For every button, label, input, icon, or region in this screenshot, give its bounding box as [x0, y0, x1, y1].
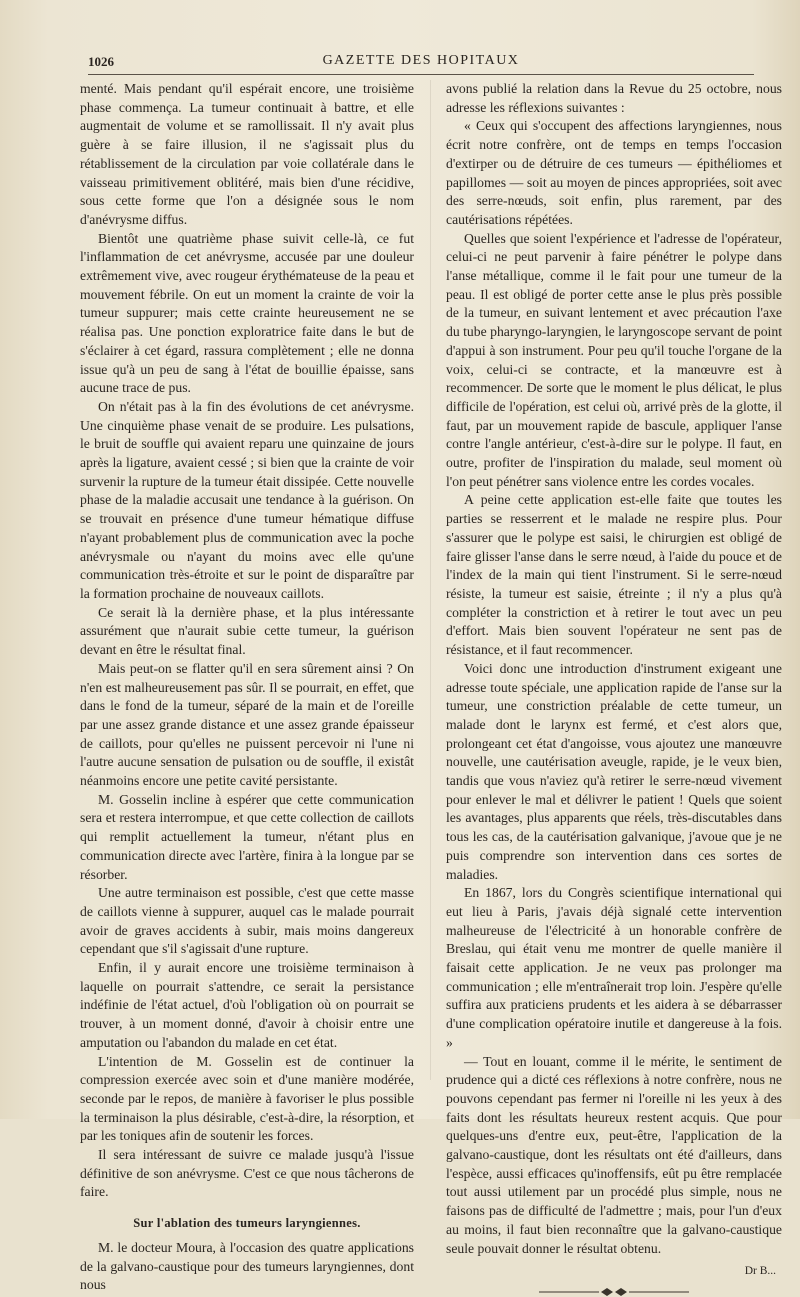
page-header — [88, 52, 754, 75]
paragraph: Enfin, il y aurait encore une troisième terminaison à laquelle on pourrait s'attendre, ce serait la persistance indéfinie de l'état actuel, d'où l'obligation où on pourrait se trouver, à un moment donné, d'avoir à choisir entre une amputation ou l'abandon du malade en cet état. — [80, 960, 414, 1050]
column-divider — [430, 80, 431, 1080]
paragraph: Une autre terminaison est possible, c'est que cette masse de caillots vienne à suppurer, auquel cas le malade pourrait avoir de graves accidents à subir, mais moins dangereux cependant que s'il s'agissait d'une rupture. — [80, 885, 414, 957]
paragraph: Quelles que soient l'expérience et l'adresse de l'opérateur, celui-ci ne peut parvenir à faire pénétrer le polype dans l'anse métallique, comme il le fait pour une tumeur de la peau. Il est obligé de porter cette anse le plus près possible de la tumeur, en suivant lentement et avec précaution l'axe du tube pharyngo-laryngien, le laryngoscope servant de point d'appui à son instrument. Pour peu qu'il touche l'organe de la voix, celui-ci se contracte, et la manœuvre est à recommencer. De sorte que le moment le plus délicat, le plus difficile de l'opération, est celui où, arrivé près de la glotte, il faut, par un mouvement rapide de bascule, appliquer l'anse contre l'angle antérieur, c'est-à-dire sur le polype. Il faut, en outre, profiter de l'inspiration du malade, seul moment où l'on peut pénétrer sans violence entre les cordes vocales. — [446, 230, 783, 489]
section-title: Sur l'ablation des tumeurs laryngiennes. — [133, 1216, 361, 1231]
paragraph: Bientôt une quatrième phase suivit celle-là, ce fut l'inflammation de cet anévrysme, accusée par une douleur extrêmement vive, avec rougeur érythémateuse de la peau et mouvement fébrile. On eut un moment la crainte de voir la tumeur suppurer; mais cette crainte heureusement ne se réalisa pas. Une ponction exploratrice faite dans le but de s'éclairer à cet égard, rassura complètement ; elle ne donna issue qu'à un peu de sang à l'état de bouillie épaisse, sans aucune trace de pus. — [80, 230, 414, 396]
paragraph: — Tout en louant, comme il le mérite, le sentiment de prudence qui a dicté ces réflexions à notre confrère, nous ne pouvons cependant pas fermer ni l'oreille ni les yeux à des faits dont les résultats heureux restent acquis. Que pour quelques-uns d'entre eux, peut-être, l'application de la galvano-caustique, dont les résultats ont été d'ailleurs, dans l'espèce, aussi efficaces qu'inoffensifs, eût pu être remplacée tout aussi utilement par un procédé plus simple, nous ne faisons pas de difficulté de l'admettre ; mais, pour l'un d'eux au moins, il faut bien reconnaître que la galvano-caustique seule pouvait donner le résultat obtenu. — [446, 1053, 782, 1256]
paragraph: Il sera intéressant de suivre ce malade jusqu'à l'issue définitive de son anévrysme. C'est ce que nous tâcherons de faire. — [80, 1147, 414, 1200]
paragraph: Ce serait là la dernière phase, et la plus intéressante assurément que n'aurait subie cette tumeur, la guérison devant en être le résultat final. — [80, 604, 414, 658]
paragraph: Voici donc une introduction d'instrument exigeant une adresse toute spéciale, une application rapide de l'anse sur la tumeur, une constriction préalable de cette tumeur, un malade dont le larynx est fermé, et c'est alors que, prolongeant cet état d'angoisse, vous ajoutez une manœuvre nouvelle, une cautérisation aveugle, rapide, je le veux bien, tandis que vous n'aviez qu'à retirer le serre-nœud vivement pour enlever le mal et délivrer le patient ! Quels que soient les avantages, plus apparents que réels, très-discutables dans tous les cas, de la cautérisation galvanique, j'avoue que je ne puis comprendre son intervention dans ces sortes de maladies. — [446, 660, 782, 882]
paragraph: M. Gosselin incline à espérer que cette communication sera et restera interrompue, et que cette collection de caillots qui remplit actuellement la tumeur, n'étant plus en communication directe avec l'artère, finira à la longue par se résorber. — [80, 791, 414, 882]
end-ornament — [539, 1287, 689, 1297]
paragraph: On n'était pas à la fin des évolutions de cet anévrysme. Une cinquième phase venait de se produire. Les pulsations, le bruit de souffle qui avaient reparu une quinzaine de jours après la ligature, avaient cessé ; si bien que la crainte de voir survenir la rupture de la tumeur était dissipée. Cette nouvelle phase de la maladie accusait une tendance à la guérison. On se trouvait en présence d'une tumeur hématique diffuse n'ayant probablement plus de communication avec la poche anévrysmale ou n'ayant du moins avec elle qu'une communication très-étroite et sur le point de disparaître par la formation prochaine de nouveaux caillots. — [80, 398, 414, 601]
right-column — [446, 80, 782, 1297]
paragraph: L'intention de M. Gosselin est de continuer la compression exercée avec soin et d'une manière modérée, seconde par le repos, de manière à favoriser le plus possible la terminaison la plus désirable, c'est-à-dire, la résorption, et par les toniques afin de soutenir les forces. — [80, 1053, 414, 1144]
journal-title: GAZETTE DES HOPITAUX — [322, 53, 520, 68]
paragraph: menté. Mais pendant qu'il espérait encore, une troisième phase commença. La tumeur continuait à battre, et elle augmentait de volume et se ramollissait. Il n'y avait plus guère à se faire illusion, il ne s'agissait plus du rétablissement de la circulation par voie collatérale dans le vaisseau primitivement oblitéré, mais bien d'une récidive, sous cette forme que l'on a désignée sous le nom d'anévrysme diffus. — [80, 81, 414, 227]
page-number: 1026 — [88, 54, 114, 69]
paragraph: En 1867, lors du Congrès scientifique international qui eut lieu à Paris, j'avais déjà signalé cette intervention malheureuse de l'électricité à un honorable confrère de Breslau, qui était venu me montrer de quelle manière il faisait cette application. Je ne veux pas prolonger ma communication ; elle m'entraînerait trop loin. J'espère qu'elle suffira aux praticiens prudents et les aidera à se débarrasser d'une complication opératoire inutile et dangereuse à la fois. » — [446, 885, 782, 1050]
author-signature: Dr B... — [744, 1265, 776, 1278]
paragraph: Mais peut-on se flatter qu'il en sera sûrement ainsi ? On n'en est malheureusement pas sûr. Il se pourrait, en effet, que dans le fond de la tumeur, séparé de la main et de l'oreille par une assez grande distance et une assez grande épaisseur de caillots, pour qu'elles ne puissent percevoir ni l'une ni l'autre aucune sensation de pulsation ou de souffle, il existât néanmoins encore une petite cavité persistante. — [80, 660, 414, 789]
paragraph: « Ceux qui s'occupent des affections laryngiennes, nous écrit notre confrère, ont de temps en temps l'occasion d'extirper ou de détruire de ces tumeurs — épithéliomes et papillomes — soit au moyen de pinces appropriées, soit avec des serre-nœuds, soit enfin, plus rarement, par des cautérisations répétées. — [446, 118, 782, 227]
paragraph: A peine cette application est-elle faite que toutes les parties se resserrent et le malade ne respire plus. Pour s'assurer que le polype est saisi, le chirurgien est obligé de faire glisser l'anse dans le serre nœud, à l'aide du pouce et de l'index de la main qui tient l'instrument. Si le serre-nœud résiste, la tumeur est saisie, étreinte ; il n'y a plus qu'à compléter la constriction et à retirer le tout avec un peu d'effort. Mais bien souvent l'opérateur ne sent pas de résistance, et il faut recommencer. — [446, 492, 782, 658]
left-column — [80, 80, 414, 1295]
paragraph: M. le docteur Moura, à l'occasion des quatre applications de la galvano-caustique pour des tumeurs laryngiennes, dont nous — [80, 1239, 414, 1293]
paragraph: avons publié la relation dans la Revue du 25 octobre, nous adresse les réflexions suivantes : — [446, 81, 782, 115]
